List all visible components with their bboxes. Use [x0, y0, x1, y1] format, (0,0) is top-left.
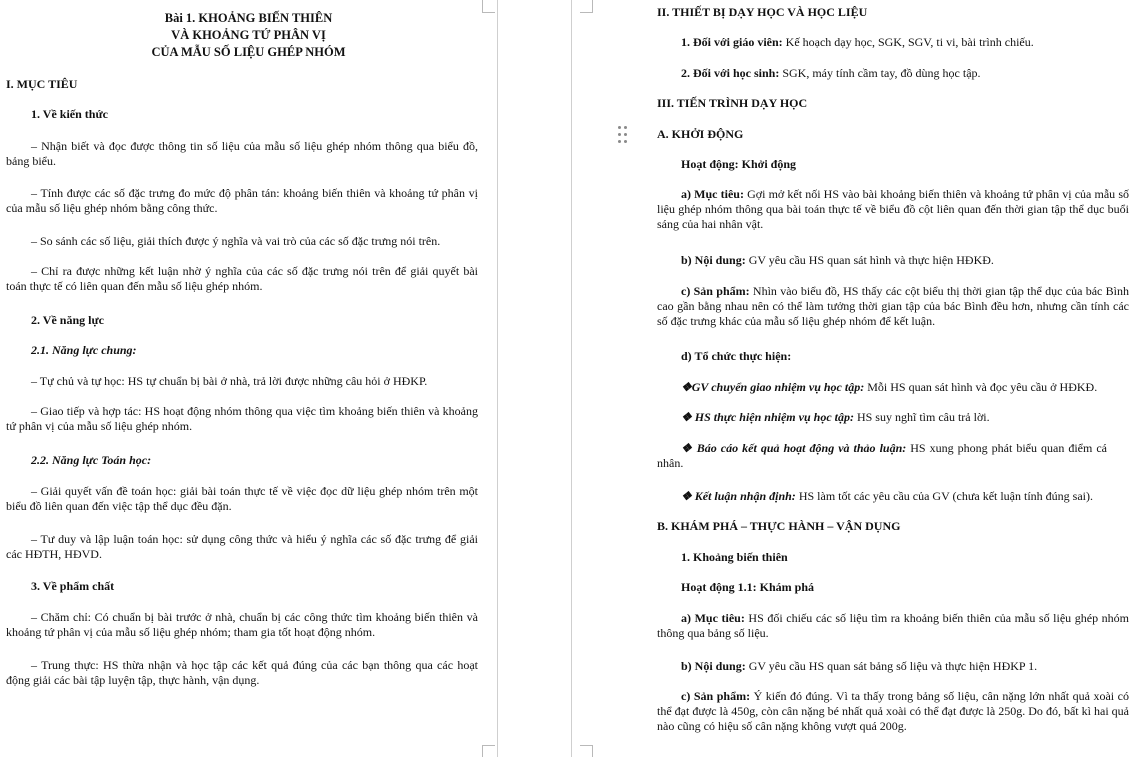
paragraph-product-c: [657, 284, 1129, 329]
paragraph-problem-solving: – Giải quyết vấn đề toán học: giải bài toán thực tế về việc đọc dữ liệu ghép nhóm trên một biểu đồ liên quan đến việc tập thể dục đều đặn.: [6, 484, 478, 513]
label-conclusion: ❖ Kết luận nhận định:: [681, 489, 796, 503]
text-report: HS xung phong phát biểu quan điểm cá nhân.: [657, 441, 1107, 470]
margin-corner-mark: [580, 0, 593, 13]
subheading-math-competence: 2.2. Năng lực Toán học:: [31, 453, 152, 467]
margin-corner-mark: [482, 745, 495, 757]
document-page-left: [0, 0, 497, 757]
step-perform-task: [681, 410, 1131, 425]
label-content-2: b) Nội dung:: [681, 659, 746, 673]
label-teacher: 1. Đối với giáo viên:: [681, 35, 783, 49]
paragraph-organization-d: d) Tổ chức thực hiện:: [681, 349, 792, 363]
step-assign-task: [681, 380, 1131, 395]
paragraph-knowledge-4: – Chỉ ra được những kết luận nhờ ý nghĩa của các số đặc trưng nói trên để giải quyết bài toán thực tế có liên quan đến mẫu số liệu ghép nhóm.: [6, 264, 478, 293]
text-product-2: Ý kiến đó đúng. Vì ta thấy trong bảng số liệu, cân nặng lớn nhất quả xoài có thể đạt được là 450g, còn cân nặng bé nhất quả xoài có thể đạt được là 250g. Do đó, bất kì hai quả nào cũng có hiệu số cân nặng không vượt quá 200g.: [657, 689, 1129, 733]
lesson-title-line-2: VÀ KHOẢNG TỨ PHÂN VỊ: [171, 28, 326, 42]
subheading-knowledge: 1. Về kiến thức: [31, 107, 108, 121]
activity-heading-explore: Hoạt động 1.1: Khám phá: [681, 580, 815, 594]
section-heading-warmup: A. KHỞI ĐỘNG: [657, 127, 744, 141]
paragraph-honesty: – Trung thực: HS thừa nhận và học tập các kết quả đúng của các bạn thông qua các hoạt động giải các bài tập luyện tập, thực hành, vận dụng.: [6, 658, 478, 687]
paragraph-self-study: – Tự chủ và tự học: HS tự chuẩn bị bài ở nhà, trả lời được những câu hỏi ở HĐKP.: [31, 374, 428, 388]
text-content: GV yêu cầu HS quan sát hình và thực hiện HĐKĐ.: [745, 253, 994, 267]
subheading-qualities: 3. Về phẩm chất: [31, 579, 115, 593]
subheading-general-competence: 2.1. Năng lực chung:: [31, 343, 137, 357]
text-content-2: GV yêu cầu HS quan sát bảng số liệu và thực hiện HĐKP 1.: [745, 659, 1038, 673]
paragraph-student-materials: [681, 66, 1131, 81]
paragraph-reasoning: – Tư duy và lập luận toán học: sử dụng công thức và hiểu ý nghĩa các số đặc trưng để giải các HĐTH, HĐVD.: [6, 532, 478, 561]
paragraph-product-c2: [657, 689, 1129, 734]
label-product: c) Sản phẩm:: [681, 284, 750, 298]
text-objective-2: HS đối chiếu các số liệu tìm ra khoảng biến thiên của mẫu số liệu ghép nhóm thông qua bảng số liệu.: [657, 611, 1129, 640]
page-gap: [497, 0, 572, 757]
section-heading-explore: B. KHÁM PHÁ – THỰC HÀNH – VẬN DỤNG: [657, 519, 901, 533]
paragraph-content-b: [681, 253, 1131, 268]
paragraph-knowledge-3: – So sánh các số liệu, giải thích được ý nghĩa và vai trò của các số đặc trưng nói trên.: [31, 234, 441, 248]
document-page-right: [572, 0, 1146, 757]
step-conclusion: [681, 489, 1133, 504]
label-student: 2. Đối với học sinh:: [681, 66, 780, 80]
step-report: [657, 441, 1107, 471]
paragraph-objective-a: [657, 187, 1129, 232]
label-objective-2: a) Mục tiêu:: [681, 611, 745, 625]
paragraph-teacher-materials: [681, 35, 1131, 50]
paragraph-content-b2: [681, 659, 1131, 674]
section-heading-objectives: I. MỤC TIÊU: [6, 77, 78, 91]
subheading-competence: 2. Về năng lực: [31, 313, 104, 327]
label-perform-task: ❖ HS thực hiện nhiệm vụ học tập:: [681, 410, 854, 424]
label-product-2: c) Sản phẩm:: [681, 689, 751, 703]
activity-heading-warmup: Hoạt động: Khởi động: [681, 157, 797, 171]
margin-corner-mark: [580, 745, 593, 757]
section-heading-equipment: II. THIẾT BỊ DẠY HỌC VÀ HỌC LIỆU: [657, 5, 868, 19]
text-student: SGK, máy tính cầm tay, đồ dùng học tập.: [779, 66, 981, 80]
page-edge: [497, 0, 498, 757]
text-perform-task: HS suy nghĩ tìm câu trả lời.: [853, 410, 990, 424]
text-objective: Gợi mở kết nối HS vào bài khoảng biến thiên và khoảng tứ phân vị của mẫu số liệu ghép nhóm thông qua bài toán thực tế về biểu đồ cột liên quan đến thời gian tập thể dục buổi sáng của hai nhân vật.: [657, 187, 1129, 231]
margin-corner-mark: [482, 0, 495, 13]
lesson-title-line-3: CỦA MẪU SỐ LIỆU GHÉP NHÓM: [151, 45, 346, 59]
label-objective: a) Mục tiêu:: [681, 187, 744, 201]
drag-handle-icon[interactable]: [618, 126, 628, 146]
text-conclusion: HS làm tốt các yêu cầu của GV (chưa kết luận tính đúng sai).: [795, 489, 1094, 503]
subheading-range: 1. Khoảng biến thiên: [681, 550, 788, 564]
label-report: ❖ Báo cáo kết quả hoạt động và thảo luận:: [681, 441, 907, 455]
paragraph-knowledge-1: – Nhận biết và đọc được thông tin số liệu của mẫu số liệu ghép nhóm thông qua biểu đồ, bảng biểu.: [6, 139, 478, 168]
label-content: b) Nội dung:: [681, 253, 746, 267]
text-assign-task: Mỗi HS quan sát hình và đọc yêu cầu ở HĐKĐ.: [864, 380, 1098, 394]
paragraph-objective-a2: [657, 611, 1129, 641]
lesson-title-line-1: Bài 1. KHOẢNG BIẾN THIÊN: [164, 11, 333, 25]
label-assign-task: ❖GV chuyển giao nhiệm vụ học tập:: [681, 380, 865, 394]
paragraph-diligence: – Chăm chỉ: Có chuẩn bị bài trước ở nhà, chuẩn bị các công thức tìm khoảng biến thiên và khoảng tứ phân vị của mẫu số liệu ghép nhóm; tham gia tốt hoạt động nhóm.: [6, 610, 478, 639]
section-heading-procedure: III. TIẾN TRÌNH DẠY HỌC: [657, 96, 808, 110]
paragraph-communication: – Giao tiếp và hợp tác: HS hoạt động nhóm thông qua việc tìm khoảng biến thiên và khoảng tứ phân vị của mẫu số liệu ghép nhóm.: [6, 404, 478, 433]
paragraph-knowledge-2: – Tính được các số đặc trưng đo mức độ phân tán: khoảng biến thiên và khoảng tứ phân vị của mẫu số liệu ghép nhóm bằng công thức.: [6, 186, 478, 215]
text-product: Nhìn vào biểu đồ, HS thấy các cột biểu thị thời gian tập thể dục của bác Bình cao gần bằng nhau nên có thể làm tưởng thời gian tập của bác Bình đều hơn, nhưng cần tính các số đặc trưng khác của mẫu số liệu ghép nhóm để kết luận.: [657, 284, 1129, 328]
text-teacher: Kế hoạch dạy học, SGK, SGV, ti vi, bài trình chiếu.: [782, 35, 1034, 49]
